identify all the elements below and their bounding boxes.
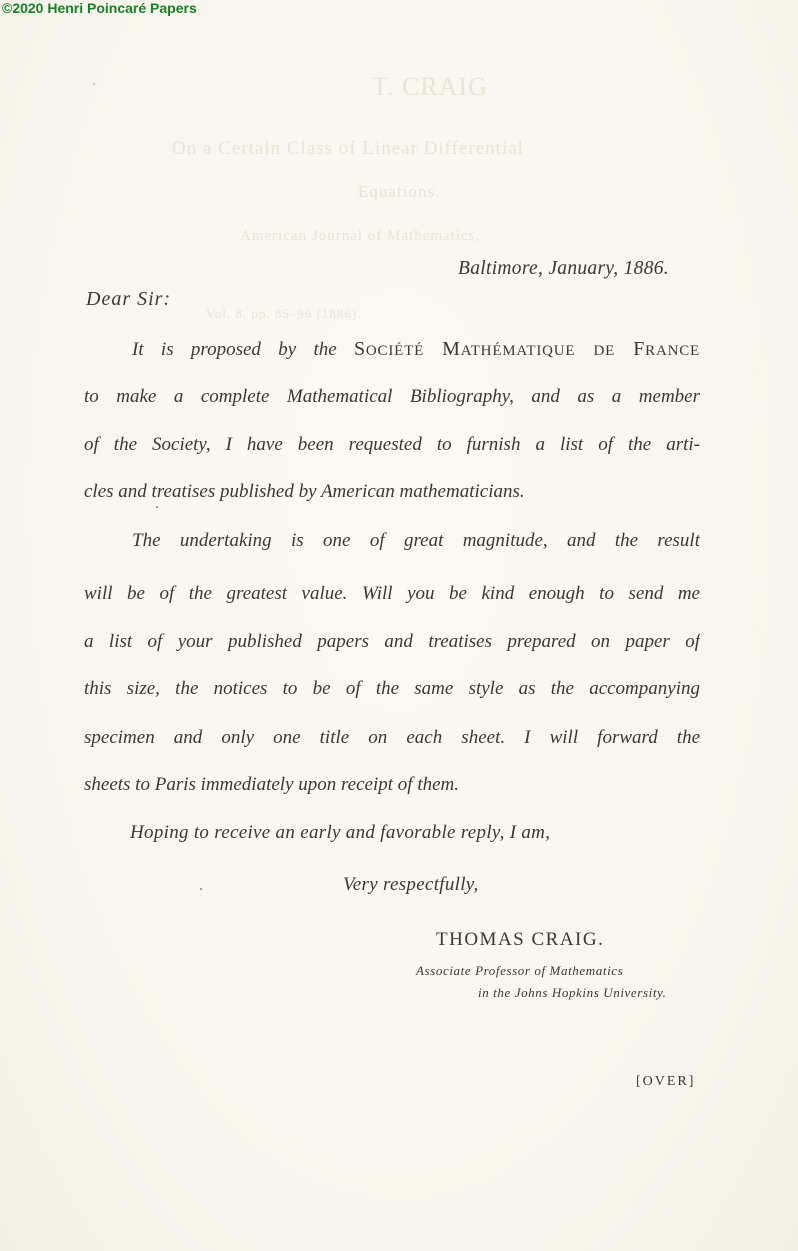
paragraph-1-line-2: to make a complete Mathematical Bibliography, and as a member [84,386,700,407]
society-name [354,339,700,360]
bleed-through-line: American Journal of Mathematics, [240,228,481,244]
paragraph-2-line-6: sheets to Paris immediately upon receipt of them. [84,774,459,795]
signature-name: THOMAS CRAIG. [436,929,605,950]
society-word: MATHÉMATIQUE [442,338,576,360]
paragraph-1-line-3: of the Society, I have been requested to furnish a list of the arti- [84,434,700,455]
paragraph-1-line-1 [132,338,700,361]
paragraph-1-line-4: cles and treatises published by American mathematicians. [84,481,525,502]
society-word: FRANCE [633,338,700,360]
signatory-position-line-2: in the Johns Hopkins University. [478,985,667,1000]
paragraph-2-line-2: will be of the greatest value. Will you be kind enough to send me [84,583,700,604]
society-word: SOCIÉTÉ [353,338,425,360]
signatory-position-line-1: Associate Professor of Mathematics [416,963,624,978]
paragraph-2-line-4: this size, the notices to be of the same style as the accompanying [84,678,700,699]
paragraph-1-intro: It is proposed by the [132,339,337,360]
closing: Very respectfully, [343,874,479,895]
letter-date: Baltimore, January, 1886. [458,258,669,279]
paper-speck [93,83,95,85]
society-word: DE [593,343,616,359]
letter-salutation: Dear Sir: [86,288,172,310]
copyright-notice: ©2020 Henri Poincaré Papers [2,0,197,16]
over-marker: [OVER] [636,1074,696,1089]
paragraph-3: Hoping to receive an early and favorable reply, I am, [130,822,551,843]
paragraph-2-line-3: a list of your published papers and treatises prepared on paper of [84,631,700,652]
bleed-through-line: On a Certain Class of Linear Differential [172,138,524,159]
paragraph-2-line-5: specimen and only one title on each sheet. I will forward the [84,727,700,748]
paper-speck [156,506,158,508]
paper-speck [200,888,202,890]
bleed-through-line: T. CRAIG [372,72,488,101]
paragraph-2-line-1: The undertaking is one of great magnitude, and the result [132,530,700,551]
bleed-through-line: Vol. 8, pp. 85–96 (1886). [206,306,362,321]
bleed-through-line: Equations. [358,182,441,201]
